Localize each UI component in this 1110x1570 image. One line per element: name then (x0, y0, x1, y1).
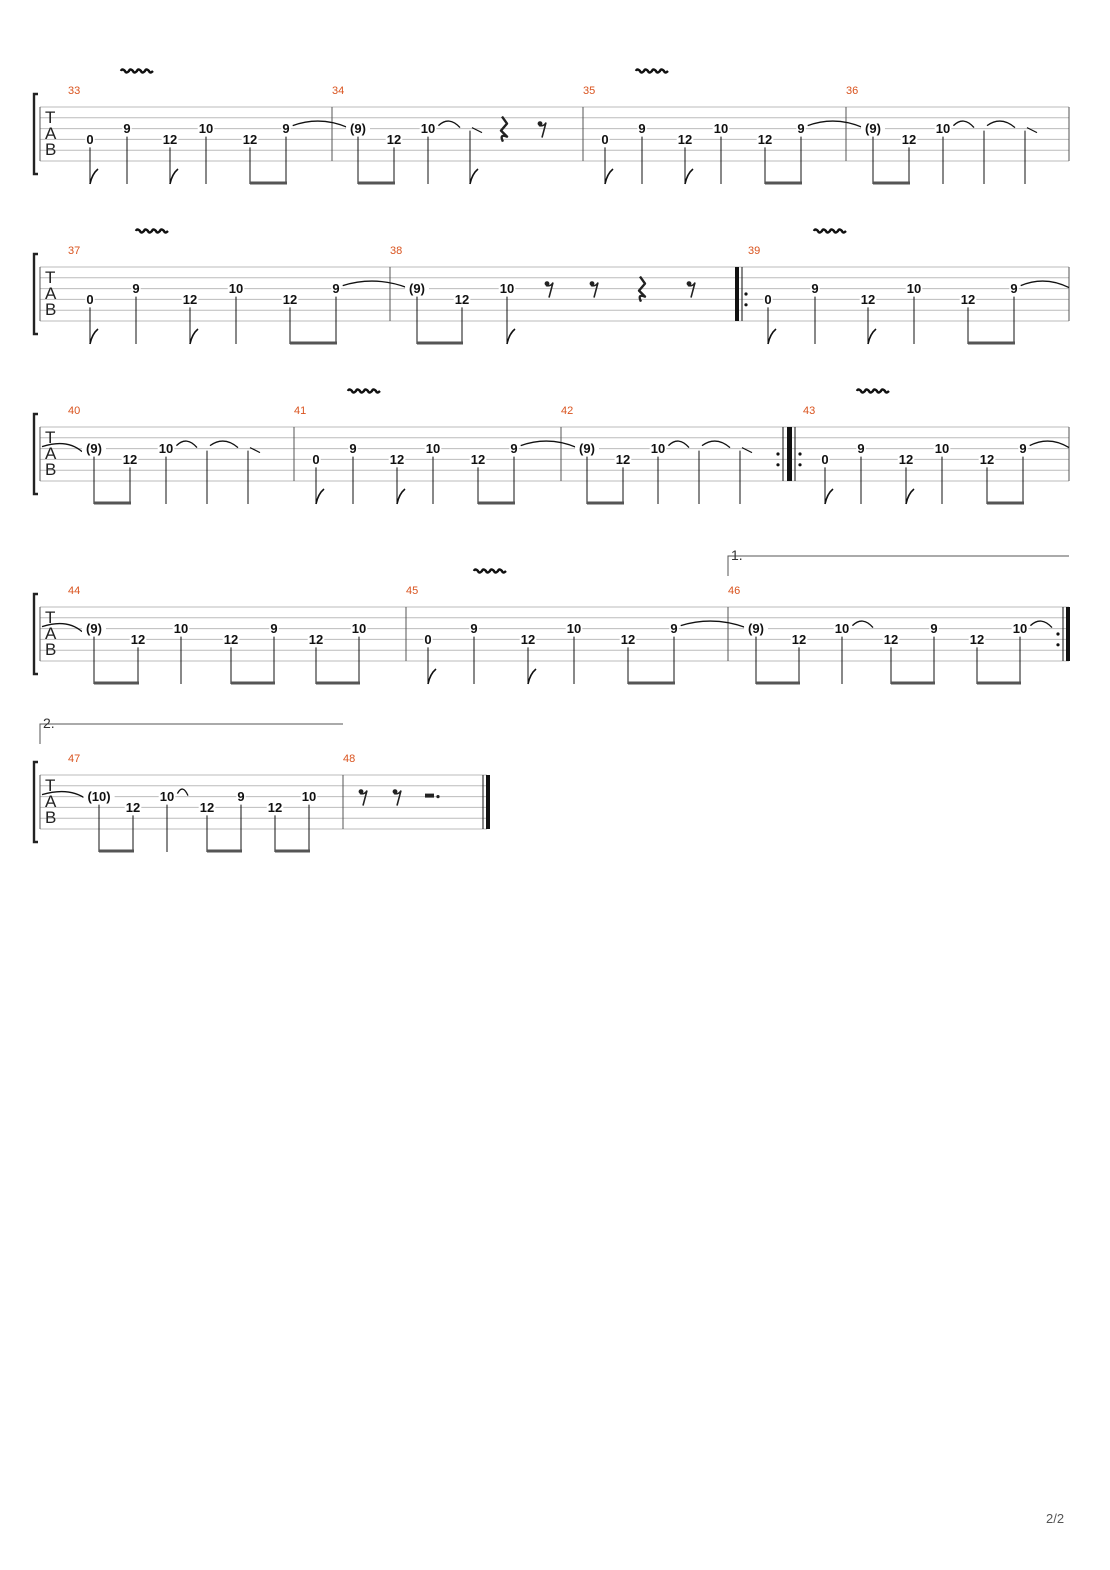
tie-arc-icon (681, 621, 746, 628)
eighth-flag-icon (90, 329, 98, 344)
measure (68, 85, 348, 185)
tie-arc-icon (987, 121, 1015, 128)
tie-arc-icon (343, 281, 407, 288)
volta-bracket (728, 556, 1069, 576)
tab-clef-letter: T (45, 268, 56, 287)
eighth-flag-icon (906, 489, 914, 504)
fret-number: 0 (86, 131, 94, 147)
rest-dot-icon (436, 795, 439, 798)
fret-number: 9 (1019, 441, 1027, 457)
measure (583, 85, 863, 185)
eighth-flag-icon (528, 669, 536, 684)
measure-number: 47 (68, 753, 81, 765)
fret-number: 10 (228, 281, 244, 297)
measure (68, 245, 407, 345)
tie-arc-icon (808, 121, 863, 128)
fret-number: 0 (764, 291, 772, 307)
note-beam (987, 502, 1024, 505)
fret-number: 12 (282, 291, 298, 307)
fret-number: 0 (424, 631, 432, 647)
measure (846, 85, 1037, 185)
tab-clef-letter: T (45, 608, 56, 627)
tie-arc-icon (1030, 441, 1069, 448)
fret-number: 12 (860, 291, 876, 307)
measure (748, 245, 1069, 345)
repeat-dot-icon (776, 452, 779, 455)
fret-number: 12 (615, 451, 631, 467)
fret-number: 10 (906, 281, 922, 297)
repeat-dot-icon (776, 463, 779, 466)
fret-number: 9 (857, 441, 865, 457)
eighth-flag-icon (397, 489, 405, 504)
tab-clef-letter: A (45, 792, 57, 811)
vibrato-wave-icon (121, 70, 153, 73)
measure-number: 44 (68, 585, 81, 597)
volta-label: 1. (731, 547, 743, 563)
tie-arc-icon (1021, 281, 1069, 288)
fret-number: 9 (930, 621, 938, 637)
eighth-flag-icon (605, 169, 613, 184)
tie-arc-icon (852, 621, 873, 628)
measure (803, 405, 1069, 505)
tie-arc-icon (438, 121, 460, 128)
measure (390, 245, 695, 345)
tie-arc-icon (1030, 621, 1052, 628)
fret-number: 9 (132, 281, 140, 297)
tab-clef-letter: B (45, 140, 57, 159)
measure (42, 585, 367, 685)
fret-number: 12 (389, 451, 405, 467)
vibrato-wave-icon (636, 70, 668, 73)
note-beam (756, 682, 800, 685)
fret-number: 12 (969, 631, 985, 647)
fret-number: 10 (1012, 621, 1028, 637)
note-beam (417, 342, 463, 345)
note-beam (275, 850, 310, 853)
measure-number: 33 (68, 85, 81, 97)
fret-number: 10 (834, 621, 850, 637)
repeat-dot-icon (1056, 643, 1059, 646)
note-beam (316, 682, 360, 685)
repeat-dot-icon (798, 463, 801, 466)
final-thick-bar (486, 775, 490, 829)
fret-number: (9) (86, 621, 102, 637)
fret-number: 12 (130, 631, 146, 647)
fret-number: 12 (677, 131, 693, 147)
volta-label: 2. (43, 715, 55, 731)
tab-system (34, 715, 490, 853)
measure (561, 405, 752, 505)
fret-number: 12 (898, 451, 914, 467)
note-beam (94, 502, 131, 505)
tab-clef-letter: T (45, 108, 56, 127)
measure (343, 753, 440, 806)
note-beam (99, 850, 134, 853)
note-beam (94, 682, 139, 685)
measure (332, 85, 546, 185)
fret-number: 12 (454, 291, 470, 307)
system-bracket-icon (34, 762, 38, 842)
repeat-thick-bar (787, 427, 792, 481)
tab-clef-letter: B (45, 300, 57, 319)
fret-number: 12 (520, 631, 536, 647)
note-beam (231, 682, 275, 685)
measure-number: 41 (294, 405, 307, 417)
measure-number: 43 (803, 405, 816, 417)
note-beam (891, 682, 935, 685)
vibrato-wave-icon (474, 570, 506, 573)
tab-clef-letter: A (45, 124, 57, 143)
fret-number: 9 (797, 121, 805, 137)
measure-number: 45 (406, 585, 419, 597)
tie-arc-icon (176, 441, 197, 448)
measure (42, 753, 317, 853)
measure (42, 405, 260, 505)
eighth-flag-icon (868, 329, 876, 344)
fret-number: 12 (386, 131, 402, 147)
measure-number: 39 (748, 245, 761, 257)
page-number: 2/2 (1046, 1511, 1065, 1526)
fret-number: (9) (409, 281, 425, 297)
tab-clef-letter: B (45, 808, 57, 827)
eighth-flag-icon (90, 169, 98, 184)
fret-number: 12 (267, 799, 283, 815)
fret-number: 9 (237, 789, 245, 805)
measure (728, 585, 1052, 685)
eighth-flag-icon (685, 169, 693, 184)
fret-number: 9 (670, 621, 678, 637)
fret-number: 12 (308, 631, 324, 647)
fret-number: 10 (420, 121, 436, 137)
measure-number: 40 (68, 405, 81, 417)
tab-system (34, 70, 1069, 185)
fret-number: 0 (821, 451, 829, 467)
tab-clef-letter: T (45, 776, 56, 795)
fret-number: 9 (282, 121, 290, 137)
fret-number: 12 (620, 631, 636, 647)
repeat-start-thick-bar (735, 267, 739, 321)
tie-arc-icon (702, 441, 730, 448)
fret-number: 9 (638, 121, 646, 137)
eighth-flag-icon (428, 669, 436, 684)
fret-number: 10 (934, 441, 950, 457)
tab-clef-letter: A (45, 444, 57, 463)
eighth-flag-icon (170, 169, 178, 184)
eighth-flag-icon (507, 329, 515, 344)
note-beam (628, 682, 675, 685)
system-bracket-icon (34, 94, 38, 174)
note-beam (977, 682, 1021, 685)
fret-number: 12 (757, 131, 773, 147)
fret-number: 10 (351, 621, 367, 637)
fret-number: 9 (510, 441, 518, 457)
system-bracket-icon (34, 594, 38, 674)
fret-number: 12 (791, 631, 807, 647)
eighth-flag-icon (316, 489, 324, 504)
dotted-half-rest-icon (425, 794, 434, 798)
measure (294, 405, 577, 505)
eighth-flag-icon (768, 329, 776, 344)
fret-number: (9) (350, 121, 366, 137)
fret-number: 0 (312, 451, 320, 467)
vibrato-wave-icon (814, 230, 846, 233)
note-beam (207, 850, 242, 853)
vibrato-wave-icon (857, 390, 889, 393)
fret-number: 9 (270, 621, 278, 637)
fret-number: 12 (883, 631, 899, 647)
system-bracket-icon (34, 414, 38, 494)
fret-number: (9) (865, 121, 881, 137)
fret-number: 9 (811, 281, 819, 297)
fret-number: 9 (123, 121, 131, 137)
fret-number: 10 (173, 621, 189, 637)
fret-number: 10 (935, 121, 951, 137)
repeat-dot-icon (744, 292, 747, 295)
tab-clef-letter: T (45, 428, 56, 447)
fret-number: 10 (499, 281, 515, 297)
repeat-dot-icon (1056, 632, 1059, 635)
fret-number: 12 (223, 631, 239, 647)
fret-number: 0 (86, 291, 94, 307)
fret-number: (9) (579, 441, 595, 457)
tab-system (34, 547, 1070, 685)
tab-system (34, 230, 1069, 345)
tie-arc-icon (668, 441, 689, 448)
fret-number: 9 (349, 441, 357, 457)
fret-number: 12 (470, 451, 486, 467)
fret-number: 12 (182, 291, 198, 307)
fret-number: 12 (199, 799, 215, 815)
fret-number: 9 (332, 281, 340, 297)
tab-system (34, 390, 1069, 505)
eighth-flag-icon (470, 169, 478, 184)
note-beam (873, 182, 910, 185)
note-beam (478, 502, 515, 505)
fret-number: 0 (601, 131, 609, 147)
tie-arc-icon (521, 441, 577, 448)
fret-number: 10 (425, 441, 441, 457)
fret-number: 9 (470, 621, 478, 637)
fret-number: 12 (979, 451, 995, 467)
measure-number: 35 (583, 85, 596, 97)
fret-number: 12 (901, 131, 917, 147)
tab-clef-letter: B (45, 460, 57, 479)
tab-clef-letter: B (45, 640, 57, 659)
fret-number: 10 (566, 621, 582, 637)
note-beam (358, 182, 395, 185)
fret-number: 12 (125, 799, 141, 815)
measure-number: 34 (332, 85, 345, 97)
tie-arc-icon (293, 121, 348, 128)
fret-number: 12 (242, 131, 258, 147)
note-beam (250, 182, 287, 185)
fret-number: (9) (86, 441, 102, 457)
note-beam (290, 342, 337, 345)
measure (406, 585, 746, 685)
note-beam (765, 182, 802, 185)
tie-arc-icon (177, 789, 188, 796)
measure-number: 46 (728, 585, 741, 597)
tab-clef-letter: A (45, 624, 57, 643)
measure-number: 48 (343, 753, 356, 765)
fret-number: 10 (158, 441, 174, 457)
tie-arc-icon (210, 441, 238, 448)
fret-number: (10) (87, 789, 111, 805)
fret-number: (9) (748, 621, 764, 637)
measure-number: 42 (561, 405, 574, 417)
volta-bracket (40, 724, 343, 744)
tie-arc-icon (953, 121, 974, 128)
repeat-dot-icon (798, 452, 801, 455)
eighth-flag-icon (190, 329, 198, 344)
system-bracket-icon (34, 254, 38, 334)
vibrato-wave-icon (348, 390, 380, 393)
fret-number: 10 (198, 121, 214, 137)
fret-number: 10 (301, 789, 317, 805)
vibrato-wave-icon (136, 230, 168, 233)
fret-number: 10 (650, 441, 666, 457)
repeat-dot-icon (744, 303, 747, 306)
fret-number: 12 (162, 131, 178, 147)
eighth-flag-icon (825, 489, 833, 504)
note-beam (587, 502, 624, 505)
fret-number: 10 (159, 789, 175, 805)
fret-number: 12 (122, 451, 138, 467)
measure-number: 37 (68, 245, 81, 257)
note-beam (968, 342, 1015, 345)
fret-number: 12 (960, 291, 976, 307)
measure-number: 36 (846, 85, 859, 97)
fret-number: 9 (1010, 281, 1018, 297)
fret-number: 10 (713, 121, 729, 137)
repeat-end-thick-bar (1066, 607, 1070, 661)
measure-number: 38 (390, 245, 403, 257)
tab-clef-letter: A (45, 284, 57, 303)
